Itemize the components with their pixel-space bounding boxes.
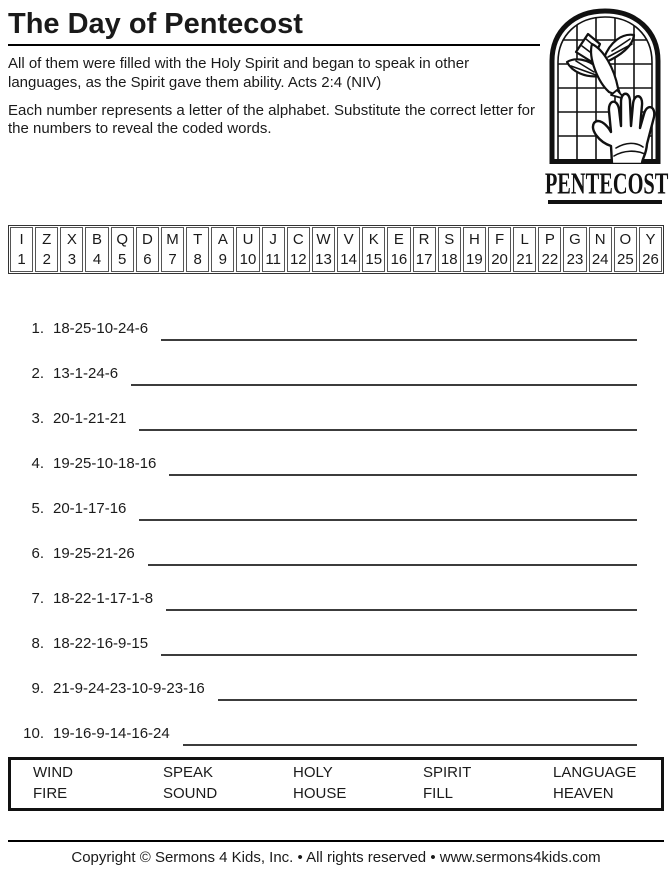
cipher-letter: G: [569, 231, 581, 248]
clue-number: 1.: [31, 320, 44, 337]
cipher-cell: [337, 227, 360, 272]
cipher-cell: [639, 227, 662, 272]
pentecost-underline: [548, 200, 662, 204]
clue-code: 18-22-1-17-1-8: [53, 590, 154, 607]
clue-code: 19-25-21-26: [53, 545, 135, 562]
cipher-letter: A: [217, 231, 228, 248]
word-bank-item: HEAVEN: [553, 785, 614, 802]
cipher-cell: [438, 227, 461, 272]
cipher-letter: E: [393, 231, 404, 248]
cipher-cell: [513, 227, 536, 272]
instructions-paragraph: Each number represents a letter of the alphabet. Substitute the correct letter for the numbers to reveal the coded words.: [8, 101, 535, 138]
cipher-number: 18: [440, 251, 458, 268]
clue-code: 19-25-10-18-16: [53, 455, 157, 472]
clue-row: [18, 652, 637, 697]
answer-blank: [139, 505, 637, 521]
answer-blank: [161, 640, 637, 656]
cipher-key-table: [8, 225, 664, 274]
word-bank-grid: [11, 762, 661, 804]
cipher-number: 2: [42, 251, 51, 268]
clue-code: 20-1-21-21: [53, 410, 127, 427]
cipher-letter: B: [92, 231, 103, 248]
cipher-letter: S: [444, 231, 455, 248]
answer-blank: [218, 685, 637, 701]
cipher-cell: [488, 227, 511, 272]
word-bank-item: FILL: [423, 785, 454, 802]
page-title: The Day of Pentecost: [8, 8, 303, 40]
clue-row: [18, 697, 637, 742]
cipher-number: 5: [118, 251, 127, 268]
cipher-number: 7: [168, 251, 177, 268]
cipher-number: 17: [415, 251, 433, 268]
cipher-number: 14: [340, 251, 357, 268]
cipher-letter: F: [494, 231, 505, 248]
cipher-letter: X: [66, 231, 77, 248]
answer-blank: [166, 595, 637, 611]
cipher-cell: [463, 227, 486, 272]
cipher-cell: [614, 227, 637, 272]
clue-number: 10.: [23, 725, 44, 742]
cipher-letter: I: [19, 231, 24, 248]
cipher-letter: U: [242, 231, 254, 248]
cipher-cell: [35, 227, 58, 272]
cipher-number: 12: [289, 251, 307, 268]
cipher-cell: [60, 227, 83, 272]
clue-code: 21-9-24-23-10-9-23-16: [53, 680, 205, 697]
answer-blank: [183, 730, 637, 746]
cipher-number: 3: [67, 251, 77, 268]
clue-row: [18, 472, 637, 517]
clue-row: [18, 517, 637, 562]
cipher-letter: Z: [42, 231, 52, 248]
stained-glass-window-icon: [546, 6, 664, 164]
pentecost-logo: [544, 6, 669, 205]
word-bank-item: SOUND: [163, 785, 218, 802]
cipher-letter: P: [544, 231, 555, 248]
answer-blank: [148, 550, 637, 566]
cipher-cell: [85, 227, 108, 272]
cipher-cell: [186, 227, 209, 272]
cipher-number: 13: [315, 251, 332, 268]
clue-row: [18, 337, 637, 382]
clue-row: [18, 382, 637, 427]
word-bank-item: SPIRIT: [423, 764, 472, 781]
cipher-letter: Y: [645, 231, 656, 248]
clue-number: 4.: [31, 455, 44, 472]
clue-row: [18, 427, 637, 472]
word-bank-item: WIND: [33, 764, 73, 781]
clue-number: 9.: [31, 680, 44, 697]
cipher-cell: [538, 227, 561, 272]
word-bank-item: LANGUAGE: [553, 764, 637, 781]
pentecost-label: PENTECOST: [544, 167, 669, 202]
cipher-number: 23: [566, 251, 584, 268]
hand-icon: [593, 94, 654, 164]
clue-code: 18-25-10-24-6: [53, 320, 149, 337]
cipher-cell: [312, 227, 335, 272]
cipher-letter: V: [343, 231, 354, 248]
cipher-number: 24: [591, 251, 609, 268]
cipher-letter: M: [166, 231, 179, 248]
cipher-number: 10: [239, 251, 257, 268]
cipher-number: 25: [616, 251, 634, 268]
title-divider: [8, 44, 540, 46]
cipher-number: 20: [491, 251, 508, 268]
cipher-number: 11: [265, 251, 281, 268]
answer-blank: [169, 460, 637, 476]
verse-paragraph: All of them were filled with the Holy Spirit and began to speak in other languages, as the Spirit gave them ability. Acts 2:4 (NIV): [8, 55, 470, 91]
cipher-letter: C: [292, 231, 304, 248]
clue-row: [18, 562, 637, 607]
cipher-letter: K: [368, 231, 379, 248]
cipher-letter: L: [520, 231, 529, 248]
cipher-cell: [362, 227, 385, 272]
cipher-letter: N: [594, 231, 606, 248]
cipher-cell: [262, 227, 285, 272]
clue-number: 6.: [31, 545, 44, 562]
clue-row: [18, 292, 637, 337]
cipher-letter: O: [619, 231, 632, 248]
word-bank-item: HOUSE: [293, 785, 347, 802]
footer: [8, 840, 664, 866]
cipher-number: 4: [92, 251, 102, 268]
clue-number: 8.: [31, 635, 44, 652]
cipher-cell: [387, 227, 410, 272]
cipher-number: 15: [365, 251, 383, 268]
cipher-cell: [563, 227, 586, 272]
cipher-number: 8: [193, 251, 202, 268]
clue-number: 2.: [31, 365, 44, 382]
cipher-letter: H: [468, 231, 480, 248]
clue-number: 3.: [31, 410, 44, 427]
header: [8, 6, 669, 205]
cipher-letter: W: [316, 231, 331, 248]
cipher-letter: T: [193, 231, 203, 248]
word-bank: [8, 757, 664, 811]
answer-blank: [131, 370, 637, 386]
cipher-cell: [161, 227, 184, 272]
cipher-number: 1: [17, 251, 26, 268]
answer-blank: [139, 415, 637, 431]
cipher-cell: [236, 227, 259, 272]
answer-blank: [161, 325, 637, 341]
clue-number: 5.: [31, 500, 44, 517]
cipher-number: 26: [642, 251, 659, 268]
cipher-cell: [111, 227, 134, 272]
cipher-number: 21: [516, 251, 534, 268]
word-bank-item: FIRE: [33, 785, 68, 802]
cipher-cell: [589, 227, 612, 272]
cipher-number: 19: [466, 251, 483, 268]
cipher-number: 6: [143, 251, 152, 268]
cipher-cell: [287, 227, 310, 272]
cipher-cell: [413, 227, 436, 272]
cipher-number: 9: [218, 251, 227, 268]
cipher-letter: D: [141, 231, 153, 248]
clue-code: 13-1-24-6: [53, 365, 119, 382]
cipher-cell: [136, 227, 159, 272]
clue-list: [8, 292, 664, 742]
footer-text: Copyright © Sermons 4 Kids, Inc. • All rights reserved • www.sermons4kids.com: [71, 849, 601, 866]
clue-code: 18-22-16-9-15: [53, 635, 149, 652]
word-bank-item: SPEAK: [163, 764, 214, 781]
clue-code: 20-1-17-16: [53, 500, 127, 517]
cipher-letter: Q: [116, 231, 129, 248]
cipher-cell: [10, 227, 33, 272]
cipher-letter: R: [418, 231, 430, 248]
cipher-number: 22: [541, 251, 559, 268]
word-bank-item: HOLY: [293, 764, 333, 781]
cipher-cell: [211, 227, 234, 272]
clue-number: 7.: [31, 590, 44, 607]
clue-code: 19-16-9-14-16-24: [53, 725, 170, 742]
cipher-number: 16: [390, 251, 408, 268]
cipher-letter: J: [269, 231, 277, 248]
clue-row: [18, 607, 637, 652]
